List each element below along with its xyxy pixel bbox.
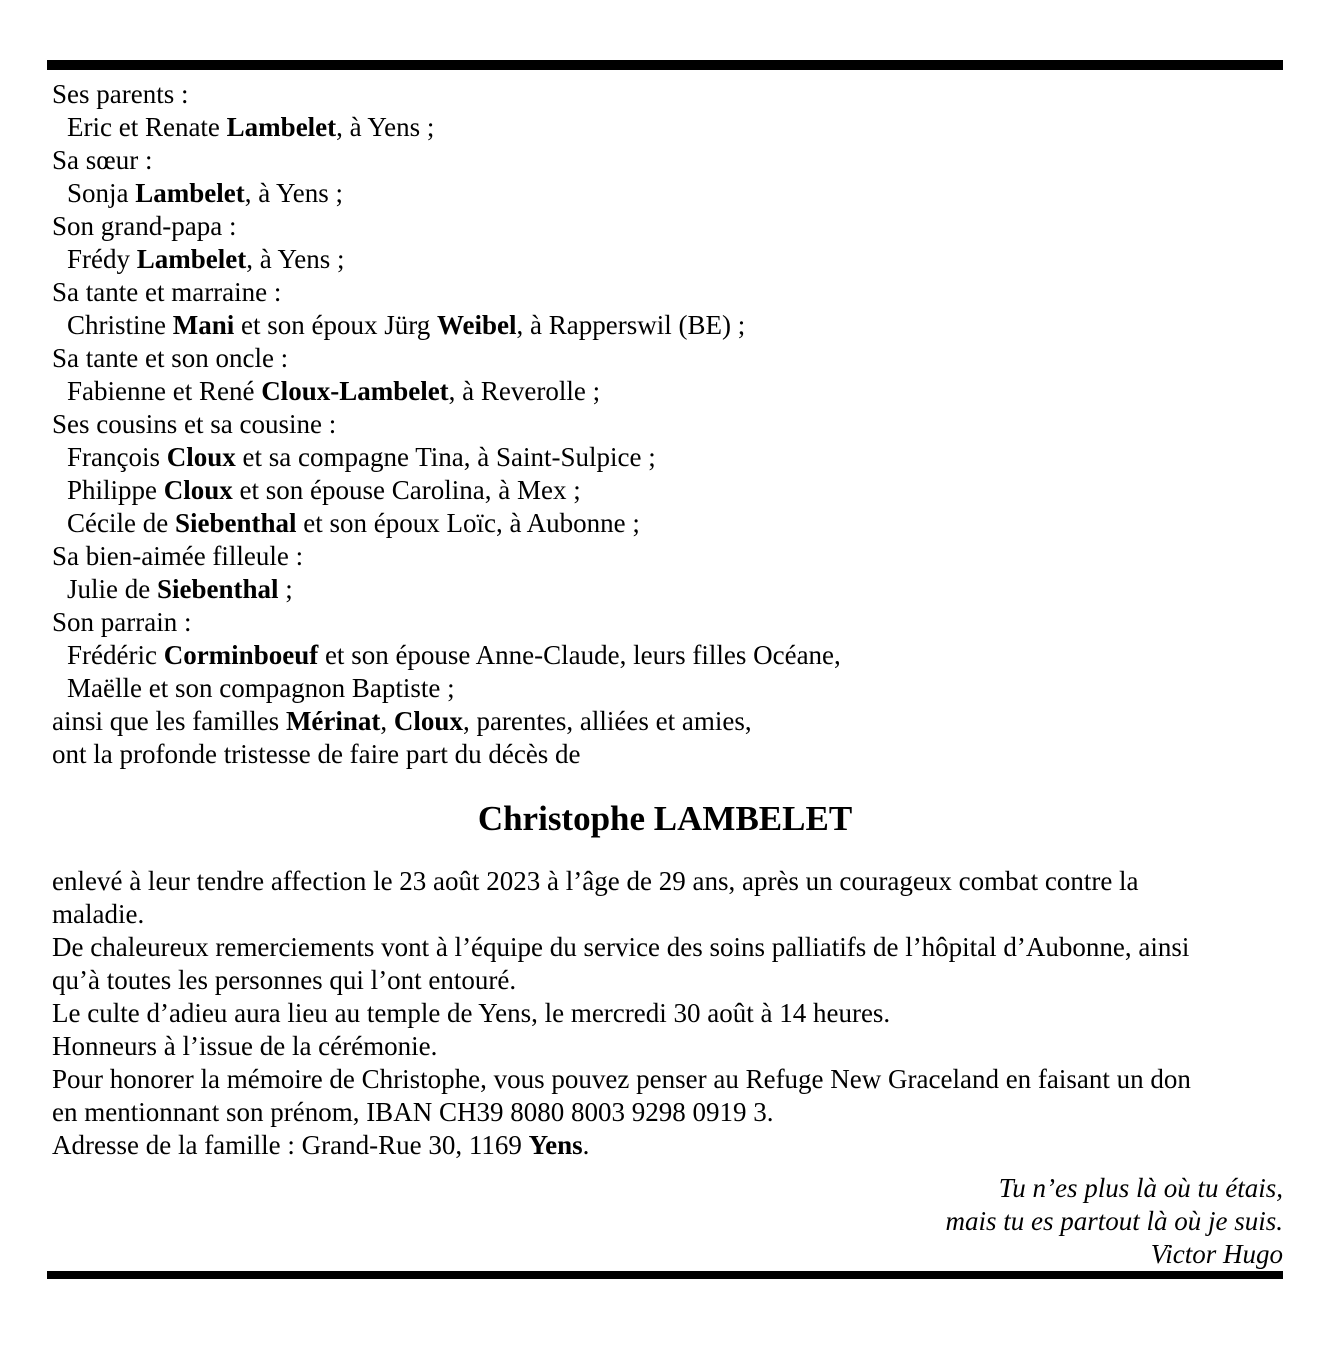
text-segment: et son époux Jürg [234, 310, 438, 340]
text-segment: Cécile de [67, 508, 175, 538]
text-segment: Julie de [67, 574, 157, 604]
text-segment: , parentes, alliées et amies, [462, 706, 752, 736]
text-line [52, 1096, 1283, 1129]
text-line [52, 705, 1283, 738]
text-line [52, 243, 1283, 276]
text-segment: Philippe [67, 475, 164, 505]
obituary-content [47, 0, 1283, 1279]
quote-line: Tu n’es plus là où tu étais, [998, 1173, 1283, 1203]
text-segment: , à Rapperswil (BE) ; [516, 310, 746, 340]
text-segment: Adresse de la famille : Grand-Rue 30, 1169 [52, 1130, 529, 1160]
text-segment: , à Yens ; [336, 112, 435, 142]
text-line [52, 309, 1283, 342]
text-line [52, 738, 1283, 771]
text-line [52, 865, 1283, 898]
surname-bold: Yens [528, 1130, 583, 1160]
text-line [52, 964, 1283, 997]
text-line [52, 672, 1283, 705]
text-line [52, 474, 1283, 507]
surname-bold: Cloux-Lambelet [261, 376, 449, 406]
quote-attribution: Victor Hugo [1150, 1239, 1283, 1269]
text-line [52, 408, 1283, 441]
text-line [52, 342, 1283, 375]
text-segment: Le culte d’adieu aura lieu au temple de Yens, le mercredi 30 août à 14 heures. [52, 998, 891, 1028]
text-segment: ainsi que les familles [52, 706, 286, 736]
bottom-rule [47, 1271, 1283, 1279]
text-segment: Christine [67, 310, 173, 340]
text-line [52, 177, 1283, 210]
text-segment: et son épouse Anne-Claude, leurs filles Océane, [318, 640, 841, 670]
text-segment: Son grand-papa : [52, 211, 237, 241]
text-segment: Honneurs à l’issue de la cérémonie. [52, 1031, 438, 1061]
text-segment: en mentionnant son prénom, IBAN CH39 8080 8003 9298 0919 3. [52, 1097, 774, 1127]
text-line [52, 997, 1283, 1030]
text-segment: François [67, 442, 167, 472]
text-segment: Frédéric [67, 640, 164, 670]
text-segment: et son époux Loïc, à Aubonne ; [296, 508, 640, 538]
text-segment: , [380, 706, 394, 736]
surname-bold: Mérinat [285, 706, 381, 736]
text-line [52, 540, 1283, 573]
surname-bold: Siebenthal [174, 508, 297, 538]
text-segment: qu’à toutes les personnes qui l’ont entouré. [52, 965, 517, 995]
text-segment: enlevé à leur tendre affection le 23 août 2023 à l’âge de 29 ans, après un courageux combat contre la [52, 866, 1139, 896]
text-line [52, 507, 1283, 540]
text-segment: Ses parents : [52, 79, 189, 109]
text-line [52, 606, 1283, 639]
quote-line: mais tu es partout là où je suis. [945, 1206, 1283, 1236]
text-line [52, 441, 1283, 474]
text-line [52, 111, 1283, 144]
text-segment: et sa compagne Tina, à Saint-Sulpice ; [235, 442, 656, 472]
surname-bold: Weibel [437, 310, 517, 340]
surname-bold: Cloux [393, 706, 463, 736]
text-segment: Sa tante et son oncle : [52, 343, 289, 373]
deceased-name-title: Christophe LAMBELET [477, 799, 853, 838]
surname-bold: Lambelet [135, 178, 245, 208]
surname-bold: Siebenthal [156, 574, 279, 604]
quote-lines [47, 1172, 1283, 1238]
text-segment: Frédy [67, 244, 137, 274]
text-segment: Son parrain : [52, 607, 192, 637]
text-segment: De chaleureux remerciements vont à l’équipe du service des soins palliatifs de l’hôpital d’Aubonne, ainsi [52, 932, 1190, 962]
text-segment: Fabienne et René [67, 376, 262, 406]
text-line [52, 1063, 1283, 1096]
text-segment: ; [278, 574, 293, 604]
text-line [52, 1129, 1283, 1162]
surname-bold: Lambelet [226, 112, 337, 142]
top-rule [47, 60, 1283, 70]
text-line [52, 931, 1283, 964]
surname-bold: Cloux [166, 442, 236, 472]
text-line [52, 898, 1283, 931]
text-line [52, 1030, 1283, 1063]
text-segment: , à Yens ; [244, 178, 344, 208]
surname-bold: Cloux [163, 475, 233, 505]
text-line [52, 375, 1283, 408]
text-line [52, 639, 1283, 672]
text-segment: Sa sœur : [52, 145, 153, 175]
surname-bold: Corminboeuf [163, 640, 319, 670]
text-segment: Pour honorer la mémoire de Christophe, vous pouvez penser au Refuge New Graceland en faisant un don [52, 1064, 1191, 1094]
family-list [47, 78, 1283, 771]
text-segment: Ses cousins et sa cousine : [52, 409, 337, 439]
text-segment: Sonja [67, 178, 136, 208]
text-segment: maladie. [52, 899, 145, 929]
quote-block [47, 1172, 1283, 1271]
text-segment: Sa tante et marraine : [52, 277, 282, 307]
text-segment: Maëlle et son compagnon Baptiste ; [67, 673, 455, 703]
text-segment: et son épouse Carolina, à Mex ; [232, 475, 581, 505]
text-segment: , à Reverolle ; [448, 376, 601, 406]
surname-bold: Mani [172, 310, 235, 340]
announcement-body [47, 865, 1283, 1162]
text-line [52, 210, 1283, 243]
text-segment: . [582, 1130, 590, 1160]
text-line [52, 276, 1283, 309]
text-line [52, 144, 1283, 177]
text-line [52, 573, 1283, 606]
text-segment: Eric et Renate [67, 112, 227, 142]
text-segment: Sa bien-aimée filleule : [52, 541, 304, 571]
text-segment: ont la profonde tristesse de faire part du décès de [52, 739, 581, 769]
text-segment: , à Yens ; [246, 244, 345, 274]
surname-bold: Lambelet [136, 244, 247, 274]
text-line [52, 78, 1283, 111]
